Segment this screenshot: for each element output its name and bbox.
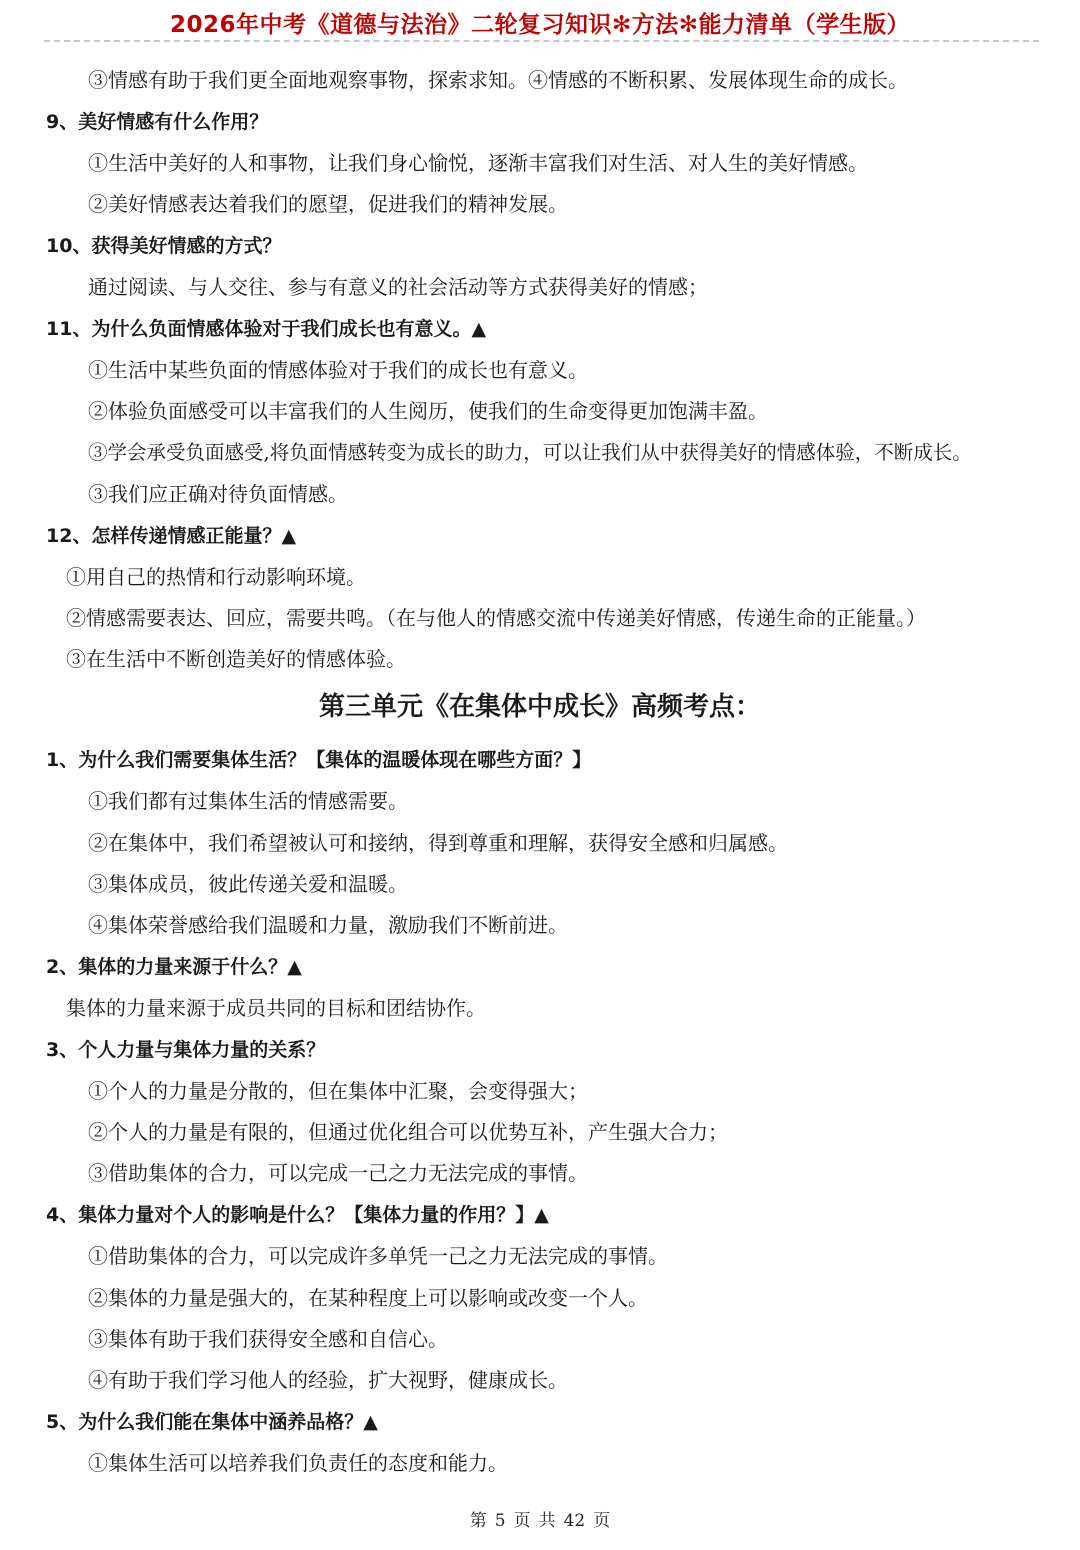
unit-question-heading-2: 2、集体的力量来源于什么？▲ xyxy=(46,956,302,978)
footer-word: 页 xyxy=(513,1511,531,1531)
footer-word: 共 xyxy=(538,1511,556,1531)
answer-line: ③我们应正确对待负面情感。 xyxy=(88,482,348,506)
answer-line: ②情感需要表达、回应，需要共鸣。（在与他人的情感交流中传递美好情感，传递生命的正能量。） xyxy=(66,606,926,630)
page-number: 5 xyxy=(494,1511,506,1531)
answer-line: ①生活中某些负面的情感体验对于我们的成长也有意义。 xyxy=(88,358,588,382)
answer-line: ③借助集体的合力，可以完成一己之力无法完成的事情。 xyxy=(88,1161,588,1185)
question-heading-10: 10、获得美好情感的方式？ xyxy=(46,235,282,257)
document-header-title: 2026年中考《道德与法治》二轮复习知识✻方法✻能力清单（学生版） xyxy=(169,12,911,38)
answer-line: ①借助集体的合力，可以完成许多单凭一己之力无法完成的事情。 xyxy=(88,1244,668,1268)
answer-line: ④有助于我们学习他人的经验，扩大视野，健康成长。 xyxy=(88,1368,568,1392)
footer-word: 第 xyxy=(469,1511,487,1531)
answer-line: ③在生活中不断创造美好的情感体验。 xyxy=(66,647,406,671)
unit-question-heading-5: 5、为什么我们能在集体中涵养品格？▲ xyxy=(46,1411,378,1433)
text-line: ③情感有助于我们更全面地观察事物，探索求知。④情感的不断积累、发展体现生命的成长。 xyxy=(88,68,908,92)
answer-line: ①生活中美好的人和事物，让我们身心愉悦，逐渐丰富我们对生活、对人生的美好情感。 xyxy=(88,151,868,175)
answer-line: ③集体有助于我们获得安全感和自信心。 xyxy=(88,1327,448,1351)
answer-line: ②美好情感表达着我们的愿望，促进我们的精神发展。 xyxy=(88,192,568,216)
answer-line: ②体验负面感受可以丰富我们的人生阅历，使我们的生命变得更加饱满丰盈。 xyxy=(88,399,768,423)
answer-line: ③集体成员，彼此传递关爱和温暖。 xyxy=(88,872,408,896)
answer-line: ①用自己的热情和行动影响环境。 xyxy=(66,565,366,589)
answer-line: ①集体生活可以培养我们负责任的态度和能力。 xyxy=(88,1451,508,1475)
answer-line: ①个人的力量是分散的，但在集体中汇聚，会变得强大； xyxy=(88,1079,588,1103)
answer-line: ②在集体中，我们希望被认可和接纳，得到尊重和理解，获得安全感和归属感。 xyxy=(88,831,788,855)
answer-line: 集体的力量来源于成员共同的目标和团结协作。 xyxy=(66,996,486,1020)
unit-question-heading-4: 4、集体力量对个人的影响是什么？【集体力量的作用？】▲ xyxy=(46,1204,549,1226)
answer-line: ②个人的力量是有限的，但通过优化组合可以优势互补，产生强大合力； xyxy=(88,1120,728,1144)
question-heading-11: 11、为什么负面情感体验对于我们成长也有意义。▲ xyxy=(46,318,487,340)
answer-line: ②集体的力量是强大的，在某种程度上可以影响或改变一个人。 xyxy=(88,1286,648,1310)
question-heading-12: 12、怎样传递情感正能量？▲ xyxy=(46,525,297,547)
unit-question-heading-1: 1、为什么我们需要集体生活？【集体的温暖体现在哪些方面？】 xyxy=(46,749,592,771)
page-footer xyxy=(0,1506,1080,1531)
unit-question-heading-3: 3、个人力量与集体力量的关系？ xyxy=(46,1039,326,1061)
answer-line: ③学会承受负面感受,将负面情感转变为成长的助力，可以让我们从中获得美好的情感体验，不断成长。 xyxy=(88,441,972,464)
answer-line: ①我们都有过集体生活的情感需要。 xyxy=(88,789,408,813)
footer-word: 页 xyxy=(593,1511,611,1531)
answer-line: 通过阅读、与人交往、参与有意义的社会活动等方式获得美好的情感； xyxy=(88,275,708,299)
header-divider xyxy=(44,40,1039,42)
question-heading-9: 9、美好情感有什么作用？ xyxy=(46,111,269,133)
total-pages: 42 xyxy=(563,1511,586,1531)
unit-title: 第三单元《在集体中成长》高频考点： xyxy=(318,692,761,722)
answer-line: ④集体荣誉感给我们温暖和力量，激励我们不断前进。 xyxy=(88,913,568,937)
